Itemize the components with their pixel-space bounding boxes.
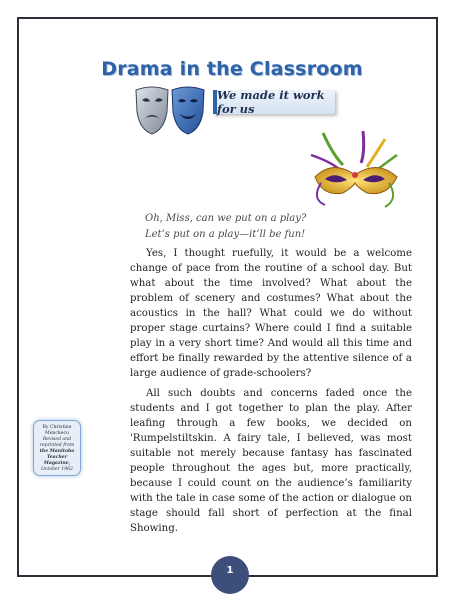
author-credit-note xyxy=(33,420,81,476)
subtitle: We made it work for us xyxy=(217,88,325,116)
quote-line-2: Let’s put on a play—it’ll be fun! xyxy=(145,229,306,240)
opening-quote xyxy=(145,211,306,243)
credit-line-6: Teacher xyxy=(46,455,68,460)
credit-line-2: Menckecu xyxy=(45,431,69,436)
carnival-mask-icon xyxy=(303,125,407,217)
quote-line-1: Oh, Miss, can we put on a play? xyxy=(145,213,307,224)
page-number-badge: 1 xyxy=(211,556,249,594)
credit-line-4: reprinted from xyxy=(39,443,75,448)
credit-line-5: the Manitoba xyxy=(39,449,75,454)
credit-line-1: By Christine xyxy=(42,425,72,430)
article-body xyxy=(130,246,412,541)
page-title: Drama in the Classroom xyxy=(101,58,363,80)
credit-line-8: October 1962 xyxy=(41,467,73,472)
credit-line-7: Magazine, xyxy=(43,461,71,466)
paragraph-1: Yes, I thought ruefully, it would be a welcome change of pace from the routine of a school day. But what about the time involved? What about the problem of scenery and costumes? What about the acoustics in the hall? What could we do without proper stage curtains? Where could I find a suitable play in a very short time? And would all this time and effort be finally rewarded by the attentive silence of a large audience of grade-schoolers? xyxy=(130,248,412,379)
paragraph-2: All such doubts and concerns faded once the students and I got together to plan the play. After leafing through a few books, we decided on 'Rumpelstiltskin. A fairy tale, I believed, was most suitable not merely because fantasy has fascinated people throughout the ages but, more practically, because I could count on the audience’s familiarity with the tale in case some of the action or dialogue on stage should fall short of perfection at the final Showing. xyxy=(130,388,412,534)
credit-line-3: Revised and xyxy=(42,437,72,442)
theatre-masks-icon xyxy=(134,84,206,136)
subtitle-banner xyxy=(213,90,335,114)
